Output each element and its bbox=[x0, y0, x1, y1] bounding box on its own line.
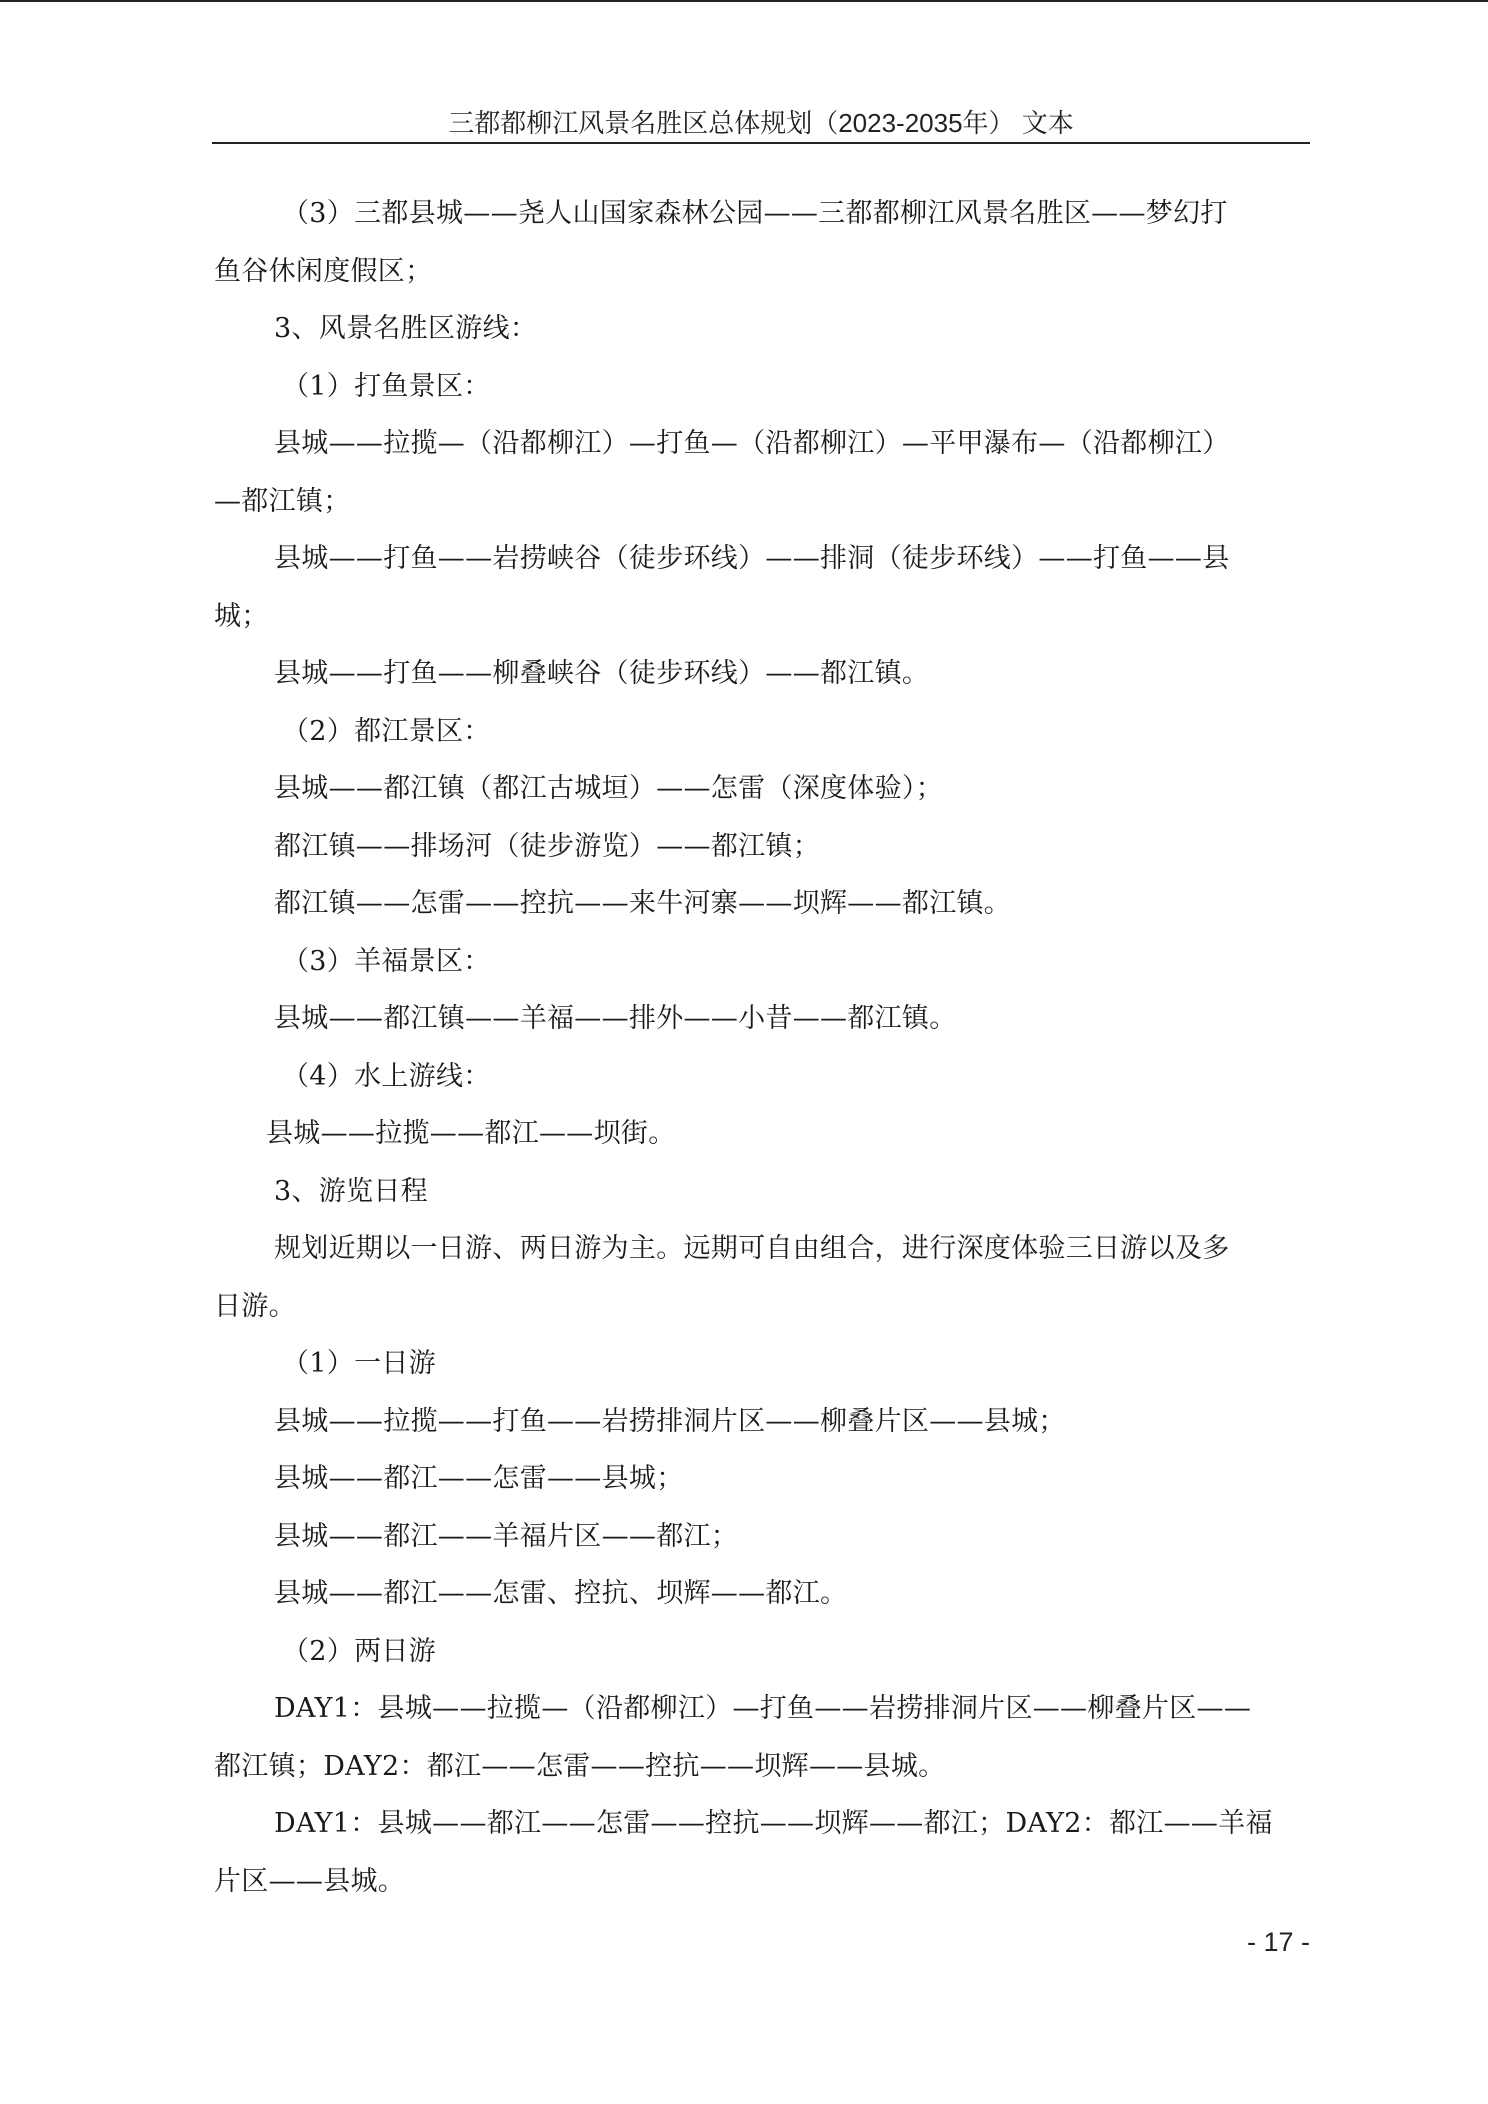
text-line: 3、风景名胜区游线： bbox=[274, 313, 538, 344]
text-line: DAY1：县城——都江——怎雷——控抗——坝辉——都江；DAY2：都江——羊福 bbox=[274, 1808, 1273, 1839]
text-line: 县城——拉揽——打鱼——岩捞排洞片区——柳叠片区——县城； bbox=[274, 1405, 1066, 1437]
text-line: （1）打鱼景区： bbox=[282, 370, 491, 402]
text-line: 规划近期以一日游、两日游为主。远期可自由组合，进行深度体验三日游以及多 bbox=[274, 1233, 1230, 1264]
document-body bbox=[214, 185, 1310, 1910]
text-line: DAY1：县城——拉揽—（沿都柳江）—打鱼——岩捞排洞片区——柳叠片区—— bbox=[274, 1693, 1252, 1724]
text-line: 日游。 bbox=[214, 1290, 296, 1322]
text-line: 县城——打鱼——岩捞峡谷（徒步环线）——排洞（徒步环线）——打鱼——县 bbox=[274, 543, 1230, 574]
text-line: （2）都江景区： bbox=[282, 715, 491, 747]
text-line: 县城——拉揽——都江——坝街。 bbox=[266, 1118, 676, 1149]
page-top-edge bbox=[0, 0, 1488, 2]
text-line: 县城——都江——羊福片区——都江； bbox=[274, 1520, 739, 1552]
text-line: 片区——县城。 bbox=[214, 1865, 406, 1897]
text-line: （2）两日游 bbox=[282, 1635, 436, 1667]
text-line: 城； bbox=[214, 600, 269, 632]
text-line: 3、游览日程 bbox=[274, 1175, 428, 1207]
text-line: （1）一日游 bbox=[282, 1348, 436, 1379]
text-line: —都江镇； bbox=[214, 485, 351, 517]
text-line: （3）羊福景区： bbox=[282, 945, 491, 977]
text-line: 都江镇——怎雷——控抗——来牛河寨——坝辉——都江镇。 bbox=[274, 888, 1012, 919]
text-line: 县城——都江——怎雷、控抗、坝辉——都江。 bbox=[274, 1578, 848, 1609]
text-line: 都江镇；DAY2：都江——怎雷——控抗——坝辉——县城。 bbox=[214, 1750, 946, 1782]
text-line: 县城——拉揽—（沿都柳江）—打鱼—（沿都柳江）—平甲瀑布—（沿都柳江） bbox=[274, 428, 1230, 459]
text-line: （3）三都县城——尧人山国家森林公园——三都都柳江风景名胜区——梦幻打 bbox=[282, 198, 1228, 229]
text-line: 鱼谷休闲度假区； bbox=[214, 255, 433, 287]
text-line: 县城——都江镇（都江古城垣）——怎雷（深度体验）； bbox=[274, 773, 943, 804]
text-line: 县城——都江——怎雷——县城； bbox=[274, 1463, 684, 1494]
text-line: 都江镇——排场河（徒步游览）——都江镇； bbox=[274, 830, 820, 862]
page-number: - 17 - bbox=[1246, 1927, 1310, 1957]
page-header: 三都都柳江风景名胜区总体规划（2023-2035年） 文本 bbox=[212, 104, 1310, 144]
text-line: 县城——都江镇——羊福——排外——小昔——都江镇。 bbox=[274, 1003, 957, 1034]
text-line: （4）水上游线： bbox=[282, 1060, 491, 1092]
text-line: 县城——打鱼——柳叠峡谷（徒步环线）——都江镇。 bbox=[274, 658, 930, 689]
